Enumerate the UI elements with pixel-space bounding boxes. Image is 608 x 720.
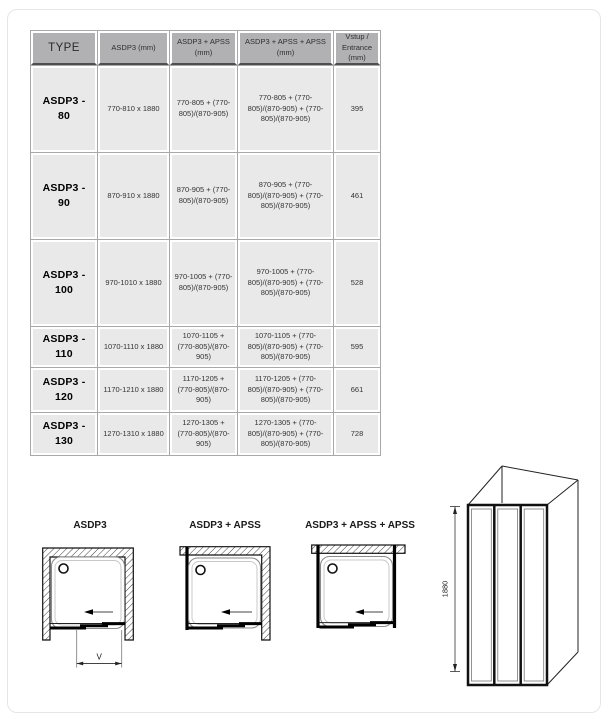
entrance-cell: 595 [334, 327, 380, 367]
spec-table [30, 30, 381, 456]
asdp3-dim-cell: 770-810 x 1880 [98, 66, 169, 152]
diagram-label-asdp3: ASDP3 [73, 520, 107, 531]
asdp3-dim-cell: 870-910 x 1880 [98, 153, 169, 239]
topview-diagram-asdp3 [40, 543, 140, 678]
asdp3-apss-apss-dim-cell: 970-1005 + (770-805)/(870-905) + (770-805)/(870-905) [238, 240, 333, 326]
asdp3-dim-cell: 970-1010 x 1880 [98, 240, 169, 326]
column-header: ASDP3 + APSS + APSS (mm) [238, 31, 333, 65]
entrance-cell: 528 [334, 240, 380, 326]
entrance-cell: 395 [334, 66, 380, 152]
entrance-cell: 461 [334, 153, 380, 239]
drain-icon [328, 564, 337, 573]
entrance-cell: 728 [334, 413, 380, 455]
topview-diagram-asdp3-apss-apss [305, 543, 411, 643]
column-header: ASDP3 (mm) [98, 31, 169, 65]
asdp3-apss-dim-cell: 970-1005 + (770-805)/(870-905) [170, 240, 237, 326]
topview-diagram-asdp3-apss [175, 543, 275, 643]
type-cell: ASDP3 - 120 [31, 368, 97, 412]
asdp3-apss-apss-dim-cell: 770-805 + (770-805)/(870-905) + (770-805)/(870-905) [238, 66, 333, 152]
drain-icon [59, 564, 68, 573]
diagram-label-asdp3-apss: ASDP3 + APSS [189, 520, 261, 531]
asdp3-dim-cell: 1170-1210 x 1880 [98, 368, 169, 412]
three-panel-door [468, 505, 547, 685]
diagram-label-asdp3-apss-apss: ASDP3 + APSS + APSS [305, 520, 415, 531]
height-dim-label: 1880 [440, 580, 450, 598]
asdp3-dim-cell: 1270-1310 x 1880 [98, 413, 169, 455]
asdp3-apss-apss-dim-cell: 1170-1205 + (770-805)/(870-905) + (770-805)/(870-905) [238, 368, 333, 412]
entrance-dim-label: V [96, 652, 102, 662]
asdp3-apss-dim-cell: 870-905 + (770-805)/(870-905) [170, 153, 237, 239]
height-dimension [441, 507, 461, 672]
type-cell: ASDP3 - 110 [31, 327, 97, 367]
asdp3-apss-dim-cell: 1170-1205 + (770-805)/(870-905) [170, 368, 237, 412]
asdp3-dim-cell: 1070-1110 x 1880 [98, 327, 169, 367]
type-cell: ASDP3 - 80 [31, 66, 97, 152]
asdp3-apss-apss-dim-cell: 1270-1305 + (770-805)/(870-905) + (770-805)/(870-905) [238, 413, 333, 455]
entrance-dimension [77, 630, 122, 668]
asdp3-apss-dim-cell: 1070-1105 + (770-805)/(870-905) [170, 327, 237, 367]
type-cell: ASDP3 - 100 [31, 240, 97, 326]
asdp3-apss-apss-dim-cell: 1070-1105 + (770-805)/(870-905) + (770-805)/(870-905) [238, 327, 333, 367]
type-cell: ASDP3 - 90 [31, 153, 97, 239]
column-header: ASDP3 + APSS (mm) [170, 31, 237, 65]
column-header: TYPE [31, 31, 97, 65]
entrance-cell: 661 [334, 368, 380, 412]
column-header: Vstup / Entrance (mm) [334, 31, 380, 65]
asdp3-apss-dim-cell: 1270-1305 + (770-805)/(870-905) [170, 413, 237, 455]
perspective-drawing [440, 458, 605, 713]
drain-icon [196, 566, 205, 575]
asdp3-apss-dim-cell: 770-805 + (770-805)/(870-905) [170, 66, 237, 152]
masonry-wall-back [312, 545, 405, 553]
type-cell: ASDP3 - 130 [31, 413, 97, 455]
asdp3-apss-apss-dim-cell: 870-905 + (770-805)/(870-905) + (770-805)/(870-905) [238, 153, 333, 239]
